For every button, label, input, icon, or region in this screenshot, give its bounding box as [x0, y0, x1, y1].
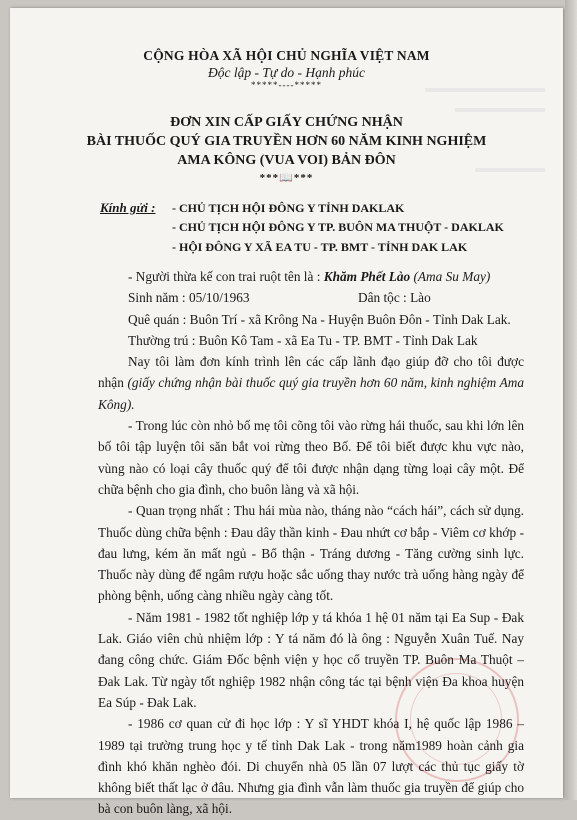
request-italic: (giấy chứng nhận bài thuốc quý gia truyền hơn 60 năm, kinh nghiệm Ama Kông). — [98, 375, 524, 412]
ethnicity: Dân tộc : Lào — [358, 290, 431, 306]
page-edge — [565, 0, 577, 800]
request-paragraph — [98, 351, 524, 415]
motto-ornament: *****----***** — [251, 80, 322, 90]
national-header: CỘNG HÒA XÃ HỘI CHỦ NGHĨA VIỆT NAM — [143, 48, 430, 63]
recipient-item: - CHỦ TỊCH HỘI ĐÔNG Y TP. BUÔN MA THUỘT - DAKLAK — [172, 220, 504, 234]
heir-line — [98, 266, 524, 287]
paragraph-usage: - Quan trọng nhất : Thu hái mùa nào, tháng nào “cách hái”, cách sử dụng. Thuốc dùng chữa bệnh : Đau dây thần kinh - Đau nhứt cơ bắp - Viêm cơ khớp - đau lưng, kém ăn mất ngủ - Bổ thận - Tráng dương - Tăng cường sinh lực. Thuốc này dùng để ngâm rượu hoặc sắc uống thay nước trà uống hàng ngày để phòng bệnh, uống càng nhiều ngày càng tốt. — [98, 503, 524, 604]
letter-body — [98, 266, 524, 820]
heir-alias: (Ama Su May) — [413, 269, 491, 284]
paragraph-childhood: - Trong lúc còn nhỏ bố mẹ tôi cõng tôi vào rừng hái thuốc, sau khi lớn lên bố tôi tập luyện tôi săn bắt voi rừng theo Bố. Để tôi biết được khu vực nào, vùng nào có loại cây thuốc quý để tôi được nhận dạng từng loại cây một. Để chữa bệnh cho gia đình, cho buôn làng và xã hội. — [98, 418, 524, 497]
recipient-item: - HỘI ĐÔNG Y XÃ EA TU - TP. BMT - TỈNH DAK LAK — [172, 240, 468, 254]
title-ornament: ***📖*** — [259, 172, 314, 184]
recipient-item: - CHỦ TỊCH HỘI ĐÔNG Y TỈNH DAKLAK — [172, 201, 405, 215]
residence: Thường trú : Buôn Kô Tam - xã Ea Tu - TP. BMT - Tỉnh Dak Lak — [128, 332, 478, 348]
recipients-label: Kính gửi : — [100, 200, 156, 215]
recipients-block — [100, 200, 520, 260]
document-title-line2: BÀI THUỐC QUÝ GIA TRUYỀN HƠN 60 NĂM KINH NGHIỆM — [86, 134, 487, 149]
request-text: Nay tôi làm đơn kính trình lên các cấp lãnh đạo giúp đỡ cho tôi được nhận — [98, 354, 524, 391]
paragraph-1986: - 1986 cơ quan cử đi học lớp : Y sĩ YHDT khóa I, hệ quốc lập 1986 – 1989 tại trường trung học y tế tỉnh Dak Lak - trong năm1989 hoàn cảnh gia đình khó khăn nghèo đói. Di chuyển nhà 05 lần 07 lượt các thủ tục giấy tờ không biết thất lạc ở đâu. Nhưng gia đình vẫn làm thuốc gia truyền để giúp cho bà con buôn làng, xã hội. — [98, 716, 524, 817]
paragraph-1981: - Năm 1981 - 1982 tốt nghiệp lớp y tá khóa 1 hệ 01 năm tại Ea Sup - Đak Lak. Giáo viên chủ nhiệm lớp : Y tá năm đó là ông : Nguyễn Xuân Tuế. Nay đang công chức. Giám Đốc bệnh viện y học cổ truyền TP. Buôn Ma Thuột – Đak Lak. Từ ngày tốt nghiệp 1982 nhận công tác tại bệnh viện Đa khoa huyện Ea Súp - Đak Lak. — [98, 609, 524, 710]
hometown: Quê quán : Buôn Trí - xã Krông Na - Huyện Buôn Đôn - Tỉnh Dak Lak. — [128, 311, 511, 327]
bleed-through — [455, 108, 545, 112]
birth-row — [98, 287, 524, 308]
heir-name: Khăm Phết Lào — [323, 269, 411, 284]
recipient-row — [100, 200, 520, 220]
date-of-birth: Sinh năm : 05/10/1963 — [128, 290, 250, 306]
document-title-line1: ĐƠN XIN CẤP GIẤY CHỨNG NHẬN — [170, 115, 403, 130]
recipient-row — [100, 240, 520, 260]
national-motto: Độc lập - Tự do - Hạnh phúc — [208, 65, 365, 80]
document-title-line3: AMA KÔNG (VUA VOI) BẢN ĐÔN — [177, 153, 396, 168]
heir-prefix: - Người thừa kế con trai ruột tên là : — [128, 269, 321, 284]
document-page — [10, 8, 563, 817]
recipient-row — [100, 220, 520, 240]
